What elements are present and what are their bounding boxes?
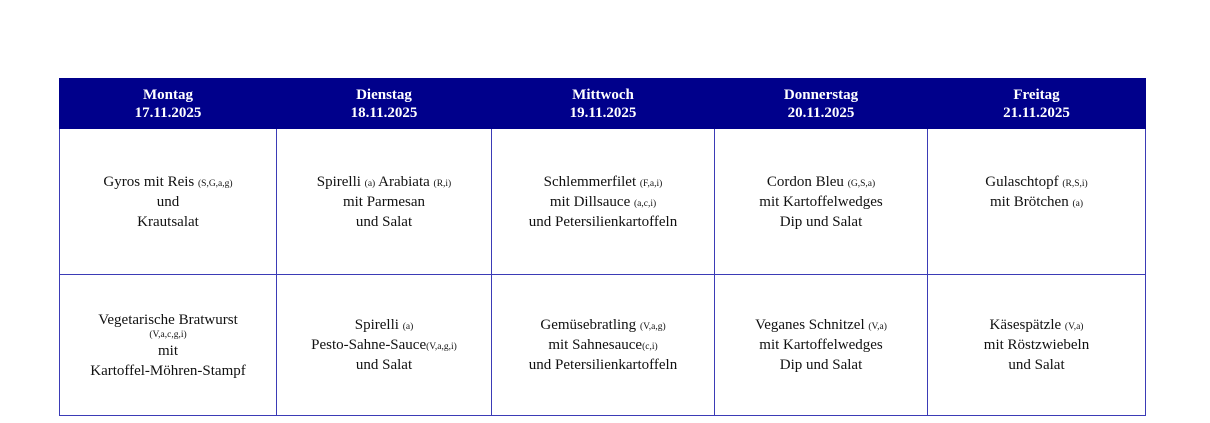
meal-name: Spirelli: [354, 317, 399, 333]
weekly-menu-table: [59, 78, 1146, 416]
allergen-codes: (V,a,c,g,i): [149, 329, 187, 340]
meal-line: Dip und Salat: [779, 357, 863, 373]
meal-line-spacer: [934, 212, 1139, 232]
meal-side: mit Dillsauce: [549, 193, 631, 210]
allergen-codes: (a): [402, 322, 414, 332]
meal-name: Spirelli: [316, 173, 361, 190]
allergen-codes: (S,G,a,g): [198, 178, 233, 189]
meal-name: Veganes Schnitzel: [755, 317, 865, 333]
allergen-codes: (a): [364, 178, 376, 189]
meal-cell-wednesday-1: [492, 129, 715, 275]
header-row: [60, 79, 1146, 129]
day-name: Freitag: [1013, 86, 1060, 103]
day-header-thursday: [715, 79, 928, 129]
meal-cell-monday-1: [60, 129, 277, 275]
meal-cell-thursday-2: [715, 275, 928, 416]
allergen-codes: (F,a,i): [639, 178, 663, 189]
meal-line: mit Kartoffelwedges: [759, 193, 883, 210]
menu-row-1: [60, 129, 1146, 275]
day-header-tuesday: [277, 79, 492, 129]
meal-line: [498, 192, 708, 212]
meal-line: mit Röstzwiebeln: [983, 337, 1090, 353]
meal-line: [721, 315, 921, 335]
meal-name: Käsespätzle: [989, 317, 1062, 333]
meal-line: [934, 172, 1139, 192]
day-header-friday: [928, 79, 1146, 129]
meal-line: Vegetarische Bratwurst: [98, 311, 238, 328]
meal-line: [498, 315, 708, 335]
meal-cell-wednesday-2: [492, 275, 715, 416]
meal-line: und: [156, 193, 180, 210]
day-header-monday: [60, 79, 277, 129]
meal-name: Gemüsebratling: [540, 317, 637, 333]
day-date: 21.11.2025: [1003, 104, 1070, 121]
meal-line: [721, 172, 921, 192]
meal-sauce: Pesto-Sahne-Sauce: [311, 337, 427, 353]
day-date: 20.11.2025: [787, 104, 855, 121]
meal-line: Dip und Salat: [779, 213, 863, 230]
allergen-codes: (a): [1072, 198, 1084, 209]
meal-line: [498, 335, 708, 355]
meal-name: Gulaschtopf: [985, 173, 1059, 190]
allergen-codes: (R,S,i): [1062, 178, 1088, 189]
day-header-wednesday: [492, 79, 715, 129]
meal-line: mit Parmesan: [342, 193, 426, 210]
meal-cell-tuesday-2: [277, 275, 492, 416]
meal-line: [934, 192, 1139, 212]
day-name: Mittwoch: [572, 86, 634, 103]
meal-line: Krautsalat: [137, 213, 199, 230]
day-date: 18.11.2025: [350, 104, 418, 121]
meal-name: Gyros mit Reis: [103, 173, 195, 190]
allergen-codes: (V,a,g,i): [426, 342, 457, 352]
meal-line: mit: [157, 342, 178, 359]
meal-line: und Petersilienkartoffeln: [528, 357, 678, 373]
meal-cell-friday-1: [928, 129, 1146, 275]
meal-sauce: mit Sahnesauce: [548, 337, 643, 353]
meal-cell-friday-2: [928, 275, 1146, 416]
meal-line: und Salat: [1008, 357, 1065, 373]
meal-line: [283, 315, 485, 335]
allergen-codes: (V,a): [868, 322, 887, 332]
allergen-codes: (G,S,a): [847, 178, 876, 189]
meal-line: [283, 172, 485, 192]
meal-line: [283, 335, 485, 355]
day-name: Dienstag: [356, 86, 412, 103]
day-date: 17.11.2025: [134, 104, 202, 121]
meal-line: und Petersilienkartoffeln: [528, 213, 678, 230]
meal-line: Kartoffel-Möhren-Stampf: [90, 362, 246, 379]
meal-cell-monday-2: [60, 275, 277, 416]
allergen-codes: (V,a,g): [639, 322, 666, 332]
day-name: Montag: [143, 86, 193, 103]
meal-side: mit Brötchen: [989, 193, 1069, 210]
meal-name: Cordon Bleu: [766, 173, 844, 190]
meal-name: Arabiata: [378, 173, 430, 190]
allergen-codes: (c,i): [642, 342, 658, 352]
day-name: Donnerstag: [783, 86, 859, 103]
meal-line: und Salat: [355, 213, 413, 230]
allergen-codes: (a,c,i): [634, 198, 657, 209]
meal-line: [934, 315, 1139, 335]
allergen-codes: (R,i): [433, 178, 452, 189]
meal-line: [498, 172, 708, 192]
meal-line: mit Kartoffelwedges: [759, 337, 883, 353]
allergen-codes: (V,a): [1064, 322, 1084, 332]
meal-cell-tuesday-1: [277, 129, 492, 275]
meal-line: [66, 172, 270, 192]
day-date: 19.11.2025: [569, 104, 637, 121]
meal-cell-thursday-1: [715, 129, 928, 275]
meal-name: Schlemmerfilet: [543, 173, 637, 190]
meal-line: und Salat: [355, 357, 413, 373]
menu-row-2: [60, 275, 1146, 416]
